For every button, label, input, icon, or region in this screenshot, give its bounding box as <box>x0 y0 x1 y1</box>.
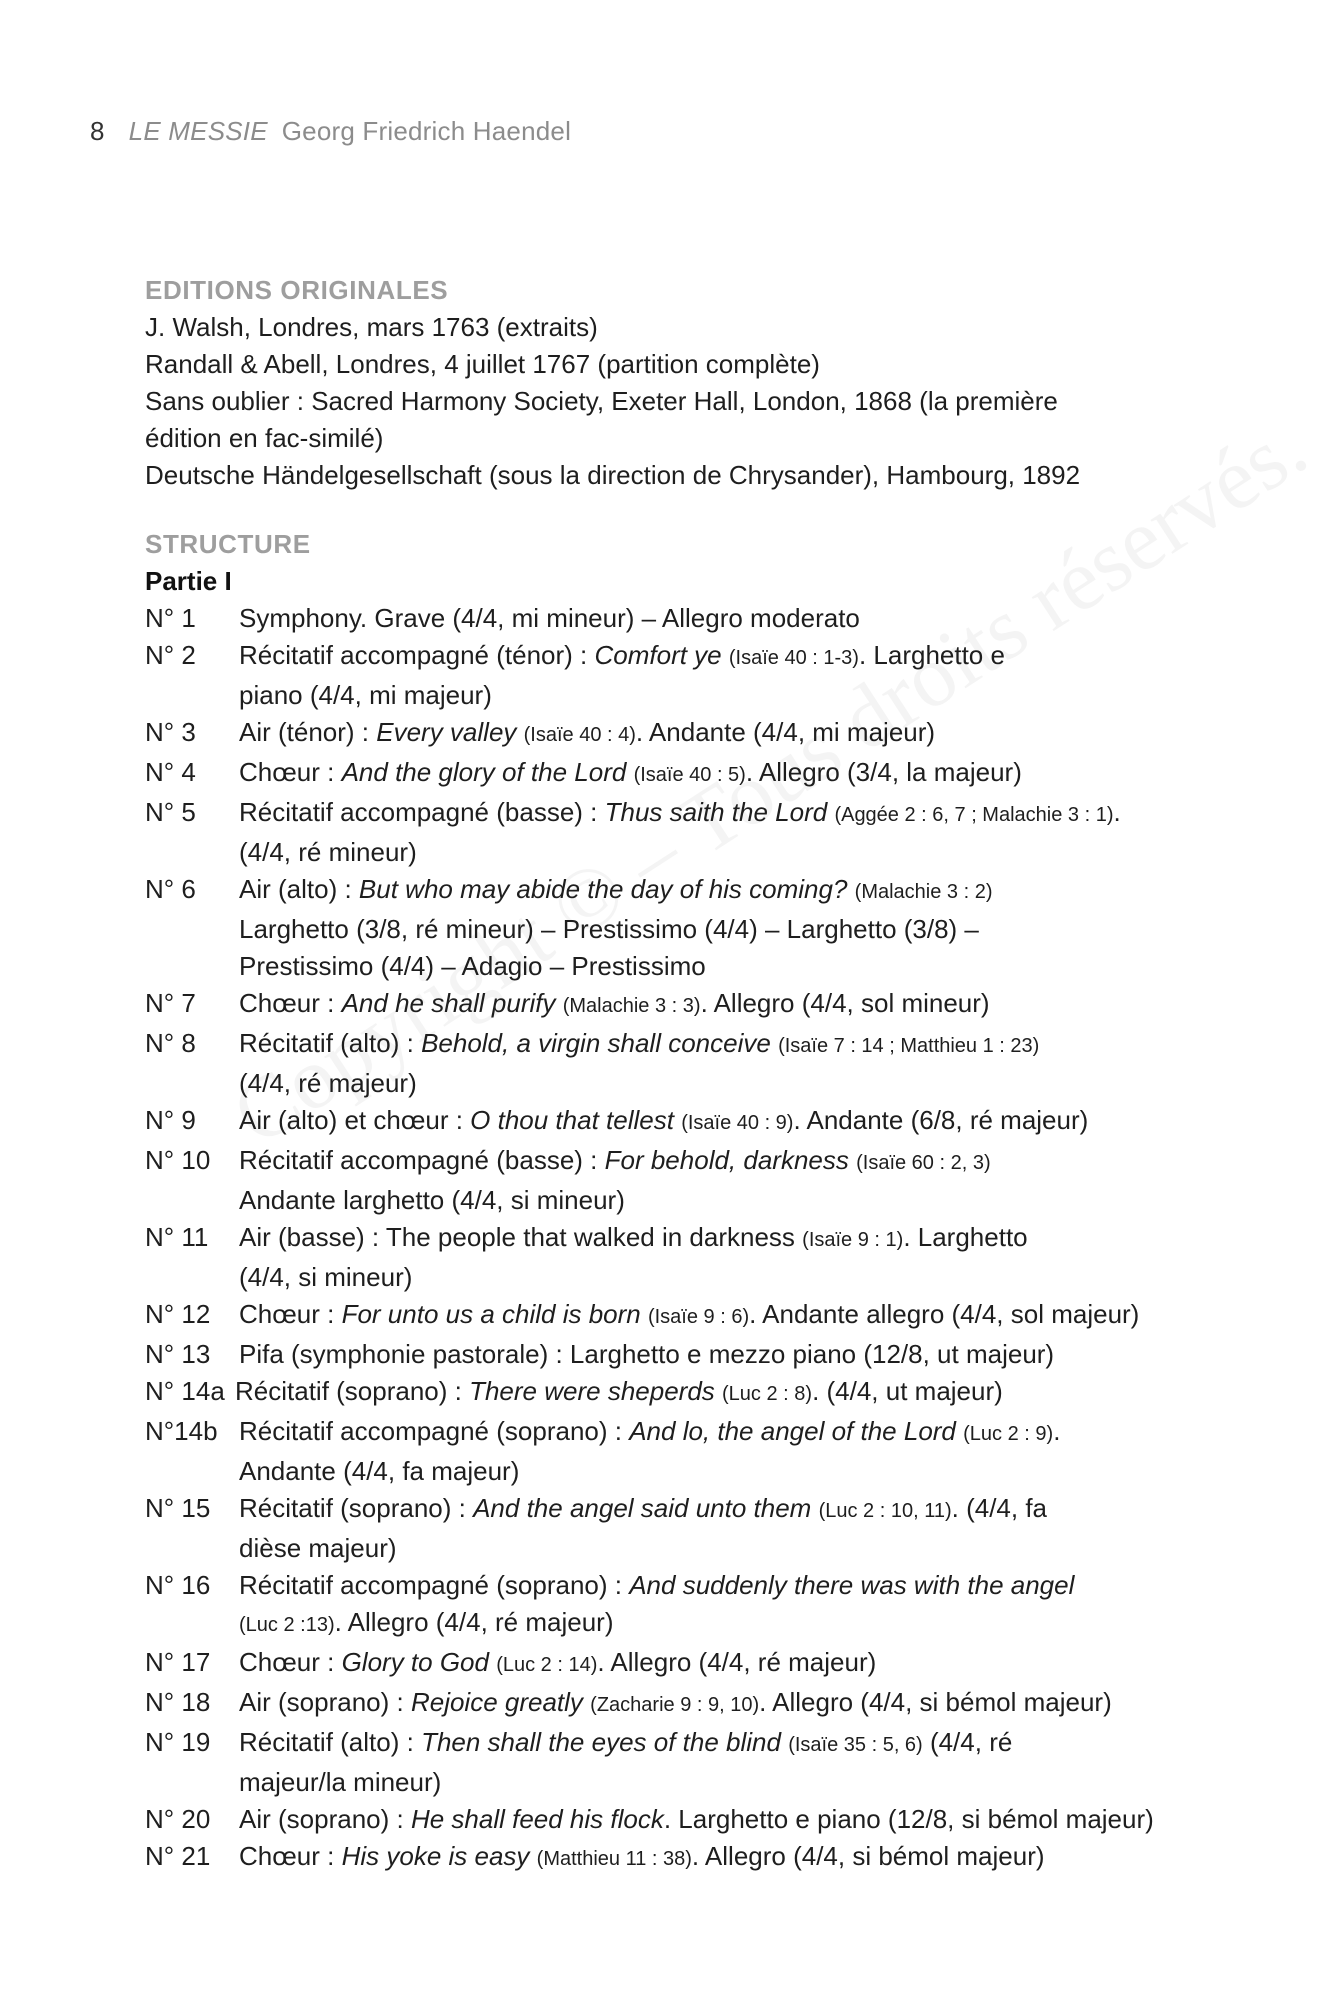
structure-entry <box>145 714 1235 754</box>
scripture-reference: (Isaïe 60 : 2, 3) <box>856 1152 991 1174</box>
entry-number: N° 14a <box>145 1376 225 1406</box>
entry-description <box>239 1336 1235 1373</box>
work-title-text: And the angel said unto them <box>473 1493 812 1523</box>
structure-entry <box>145 1644 1235 1684</box>
entry-text: piano (4/4, mi majeur) <box>239 680 492 710</box>
entry-description <box>239 714 1235 754</box>
structure-entry <box>145 1490 1235 1567</box>
structure-entry <box>145 1296 1235 1336</box>
entry-text: Récitatif (alto) : <box>239 1028 422 1058</box>
entry-number: N° 17 <box>145 1647 211 1677</box>
scripture-reference: (Isaïe 9 : 1) <box>802 1229 904 1251</box>
entry-text: Symphony. Grave (4/4, mi mineur) – Allegro moderato <box>239 603 860 633</box>
entry-description <box>239 1838 1235 1878</box>
entry-line <box>239 871 1235 911</box>
work-title-text: O thou that tellest <box>470 1105 674 1135</box>
structure-entry <box>145 1684 1235 1724</box>
entry-number: N° 9 <box>145 1105 196 1135</box>
structure-entry <box>145 1102 1235 1142</box>
entry-line <box>239 754 1235 794</box>
entry-text <box>811 1493 818 1523</box>
editions-list <box>145 309 1235 494</box>
entry-description <box>239 1142 1235 1219</box>
entry-text <box>847 874 854 904</box>
entry-description <box>239 794 1235 871</box>
entry-number: N° 1 <box>145 603 196 633</box>
editions-line: J. Walsh, Londres, mars 1763 (extraits) <box>145 312 598 342</box>
entry-text: Chœur : <box>239 1841 342 1871</box>
work-title-text: And the glory of the Lord <box>341 757 627 787</box>
scripture-reference: (Isaïe 35 : 5, 6) <box>788 1734 923 1756</box>
entry-text: . (4/4, ut majeur) <box>812 1376 1003 1406</box>
entry-line <box>239 1219 1235 1259</box>
work-title-text: But who may abide the day of his coming? <box>358 874 848 904</box>
entry-text: Andante (4/4, fa majeur) <box>239 1456 520 1486</box>
work-title-text: His yoke is easy <box>341 1841 530 1871</box>
entry-text: (4/4, ré majeur) <box>239 1068 417 1098</box>
work-title-text: Thus saith the Lord <box>604 797 828 827</box>
entry-description <box>239 1102 1235 1142</box>
entry-text: Récitatif accompagné (soprano) : <box>239 1416 630 1446</box>
entry-text: Récitatif accompagné (soprano) : <box>239 1570 630 1600</box>
entry-text: Air (basse) : The people that walked in darkness <box>239 1222 803 1252</box>
entry-line <box>239 1413 1235 1453</box>
entry-text: . Andante (4/4, mi majeur) <box>635 717 936 747</box>
entry-line <box>239 600 1235 637</box>
structure-entry <box>145 1373 1235 1413</box>
entry-text: . (4/4, fa <box>951 1493 1048 1523</box>
editions-line: édition en fac-similé) <box>145 423 384 453</box>
entry-line <box>239 794 1235 834</box>
structure-entry <box>145 871 1235 985</box>
scripture-reference: (Malachie 3 : 2) <box>854 881 993 903</box>
structure-entry <box>145 1801 1235 1838</box>
running-head <box>90 116 571 147</box>
entry-text: Air (alto) et chœur : <box>239 1105 471 1135</box>
work-title-text: There were sheperds <box>469 1376 715 1406</box>
entry-text: Récitatif (soprano) : <box>235 1376 470 1406</box>
entry-line <box>239 1684 1235 1724</box>
work-title-text: Every valley <box>376 717 517 747</box>
entry-number: N° 13 <box>145 1339 211 1369</box>
entry-text: Récitatif accompagné (basse) : <box>239 1145 605 1175</box>
structure-entry <box>145 1413 1235 1490</box>
entry-number: N° 5 <box>145 797 196 827</box>
entry-line <box>239 1490 1235 1530</box>
structure-entry <box>145 1025 1235 1102</box>
entry-text: . Andante allegro (4/4, sol majeur) <box>749 1299 1140 1329</box>
entry-text: (4/4, ré <box>922 1727 1013 1757</box>
entry-line <box>239 948 1235 985</box>
entry-number: N° 16 <box>145 1570 211 1600</box>
entry-text: Récitatif (alto) : <box>239 1727 422 1757</box>
entry-text: . Larghetto e <box>858 640 1005 670</box>
work-title-text: Comfort ye <box>594 640 722 670</box>
structure-entry <box>145 794 1235 871</box>
entry-number: N° 11 <box>145 1222 209 1252</box>
structure-entry <box>145 637 1235 714</box>
entry-line <box>239 1764 1235 1801</box>
entry-description <box>239 1567 1235 1644</box>
entry-text: . Larghetto e piano (12/8, si bémol majeur) <box>663 1804 1154 1834</box>
entry-text: . Allegro (4/4, ré majeur) <box>334 1607 614 1637</box>
entry-line <box>239 1142 1235 1182</box>
entry-line <box>239 1102 1235 1142</box>
entry-description <box>239 985 1235 1025</box>
entry-text <box>516 717 523 747</box>
scripture-reference: (Isaïe 40 : 4) <box>523 724 636 746</box>
entry-description <box>239 1296 1235 1336</box>
entry-line <box>239 1296 1235 1336</box>
entry-line <box>239 1182 1235 1219</box>
work-title-text: And suddenly there was with the angel <box>629 1570 1075 1600</box>
entry-number: N° 3 <box>145 717 196 747</box>
entry-line <box>239 1801 1235 1838</box>
editions-line: Randall & Abell, Londres, 4 juillet 1767 (partition complète) <box>145 349 820 379</box>
entry-description <box>239 871 1235 985</box>
entry-text: . Allegro (3/4, la majeur) <box>745 757 1022 787</box>
scripture-reference: (Matthieu 11 : 38) <box>536 1848 692 1870</box>
scripture-reference: (Luc 2 : 14) <box>496 1654 598 1676</box>
entry-number: N° 2 <box>145 640 196 670</box>
entry-line <box>239 1025 1235 1065</box>
entry-text <box>641 1299 648 1329</box>
structure-heading: STRUCTURE <box>145 529 311 559</box>
entry-text <box>529 1841 536 1871</box>
entry-number: N° 18 <box>145 1687 211 1717</box>
entry-description <box>239 1801 1235 1838</box>
work-title-text: For unto us a child is born <box>341 1299 641 1329</box>
entry-line <box>239 1453 1235 1490</box>
entry-text: Air (ténor) : <box>239 717 377 747</box>
structure-entry <box>145 1219 1235 1296</box>
work-title-text: For behold, darkness <box>604 1145 849 1175</box>
entry-text: Pifa (symphonie pastorale) : Larghetto e mezzo piano (12/8, ut majeur) <box>239 1339 1055 1369</box>
entry-line <box>239 834 1235 871</box>
entry-description <box>239 600 1235 637</box>
entry-text: Chœur : <box>239 757 342 787</box>
scripture-reference: (Luc 2 : 10, 11) <box>818 1500 952 1522</box>
entry-text <box>715 1376 722 1406</box>
entry-text: Chœur : <box>239 1647 342 1677</box>
entry-text: . Allegro (4/4, si bémol majeur) <box>691 1841 1045 1871</box>
entry-line <box>239 1644 1235 1684</box>
entry-text: majeur/la mineur) <box>239 1767 442 1797</box>
entry-number: N° 12 <box>145 1299 211 1329</box>
entry-number: N° 8 <box>145 1028 196 1058</box>
entry-number: N°14b <box>145 1416 218 1446</box>
entry-text: . <box>1053 1416 1061 1446</box>
entry-line <box>239 1604 1235 1644</box>
entry-text: . Allegro (4/4, ré majeur) <box>597 1647 877 1677</box>
entry-text: Récitatif accompagné (ténor) : <box>239 640 595 670</box>
structure-entry <box>145 1142 1235 1219</box>
structure-entry <box>145 1336 1235 1373</box>
entry-text <box>626 757 633 787</box>
entry-text: Prestissimo (4/4) – Adagio – Prestissimo <box>239 951 706 981</box>
entry-line <box>239 1838 1235 1878</box>
structure-entry <box>145 1838 1235 1878</box>
entry-description <box>239 1219 1235 1296</box>
entry-description <box>239 1413 1235 1490</box>
entry-text: . Allegro (4/4, si bémol majeur) <box>759 1687 1112 1717</box>
entry-description <box>239 1644 1235 1684</box>
entry-line <box>239 985 1235 1025</box>
entry-description <box>239 1025 1235 1102</box>
entry-line <box>239 1336 1235 1373</box>
scripture-reference: (Isaïe 40 : 1-3) <box>728 647 859 669</box>
entry-text <box>771 1028 778 1058</box>
entry-number: N° 7 <box>145 988 196 1018</box>
entry-number: N° 4 <box>145 757 196 787</box>
scripture-reference: (Isaïe 9 : 6) <box>647 1306 750 1328</box>
work-title-text: Rejoice greatly <box>410 1687 583 1717</box>
part-title: Partie I <box>145 566 232 596</box>
scripture-reference: (Aggée 2 : 6, 7 ; Malachie 3 : 1) <box>834 804 1114 826</box>
entry-description <box>239 1684 1235 1724</box>
page-number: 8 <box>90 116 105 146</box>
entry-line <box>235 1373 1235 1413</box>
book-title: LE MESSIE <box>128 116 268 146</box>
entry-line <box>239 637 1235 677</box>
entry-line <box>239 714 1235 754</box>
work-title-text: He shall feed his flock <box>410 1804 664 1834</box>
scripture-reference: (Luc 2 : 8) <box>722 1383 813 1405</box>
scripture-reference: (Luc 2 :13) <box>239 1614 335 1636</box>
entry-line <box>239 1567 1235 1604</box>
entry-number: N° 19 <box>145 1727 211 1757</box>
entry-number: N° 20 <box>145 1804 211 1834</box>
entry-text: (4/4, si mineur) <box>239 1262 413 1292</box>
entry-text: (4/4, ré mineur) <box>239 837 417 867</box>
structure-entry <box>145 1567 1235 1644</box>
entry-line <box>239 911 1235 948</box>
structure-list <box>145 600 1235 1878</box>
entry-text: Air (soprano) : <box>239 1687 411 1717</box>
entry-text: Récitatif accompagné (basse) : <box>239 797 605 827</box>
scripture-reference: (Luc 2 : 9) <box>963 1423 1054 1445</box>
entry-line <box>239 1259 1235 1296</box>
editions-line: Sans oublier : Sacred Harmony Society, Exeter Hall, London, 1868 (la première <box>145 386 1058 416</box>
scripture-reference: (Isaïe 7 : 14 ; Matthieu 1 : 23) <box>778 1035 1040 1057</box>
entry-line <box>239 677 1235 714</box>
work-title-text: And he shall purify <box>341 988 556 1018</box>
work-title-text: Behold, a virgin shall conceive <box>421 1028 771 1058</box>
structure-entry <box>145 600 1235 637</box>
entry-text: dièse majeur) <box>239 1533 397 1563</box>
entry-text: Air (soprano) : <box>239 1804 411 1834</box>
editions-heading: EDITIONS ORIGINALES <box>145 275 449 305</box>
entry-number: N° 10 <box>145 1145 211 1175</box>
entry-number: N° 21 <box>145 1841 211 1871</box>
entry-text: Chœur : <box>239 988 342 1018</box>
entry-description <box>235 1373 1235 1413</box>
scripture-reference: (Isaïe 40 : 9) <box>681 1112 794 1134</box>
entry-number: N° 15 <box>145 1493 211 1523</box>
work-title-text: Glory to God <box>341 1647 489 1677</box>
entry-text: . Allegro (4/4, sol mineur) <box>700 988 990 1018</box>
scripture-reference: (Malachie 3 : 3) <box>562 995 701 1017</box>
structure-entry <box>145 754 1235 794</box>
entry-description <box>239 754 1235 794</box>
entry-text: Air (alto) : <box>239 874 359 904</box>
entry-text: . Andante (6/8, ré majeur) <box>793 1105 1089 1135</box>
structure-entry <box>145 1724 1235 1801</box>
entry-text: Larghetto (3/8, ré mineur) – Prestissimo (4/4) – Larghetto (3/8) – <box>239 914 979 944</box>
entry-text: . <box>1113 797 1121 827</box>
entry-description <box>239 637 1235 714</box>
editions-line: Deutsche Händelgesellschaft (sous la direction de Chrysander), Hambourg, 1892 <box>145 460 1081 490</box>
entry-text: Andante larghetto (4/4, si mineur) <box>239 1185 625 1215</box>
entry-text: Récitatif (soprano) : <box>239 1493 474 1523</box>
entry-description <box>239 1490 1235 1567</box>
entry-text <box>555 988 562 1018</box>
work-title-text: And lo, the angel of the Lord <box>629 1416 956 1446</box>
entry-line <box>239 1065 1235 1102</box>
work-title-text: Then shall the eyes of the blind <box>421 1727 781 1757</box>
entry-text: Chœur : <box>239 1299 342 1329</box>
structure-entry <box>145 985 1235 1025</box>
scripture-reference: (Zacharie 9 : 9, 10) <box>590 1694 760 1716</box>
entry-description <box>239 1724 1235 1801</box>
scripture-reference: (Isaïe 40 : 5) <box>633 764 746 786</box>
entry-number: N° 6 <box>145 874 196 904</box>
entry-text <box>722 640 729 670</box>
body-text <box>145 272 1235 1878</box>
entry-line <box>239 1530 1235 1567</box>
entry-text: . Larghetto <box>903 1222 1028 1252</box>
author-name: Georg Friedrich Haendel <box>281 116 572 146</box>
entry-line <box>239 1724 1235 1764</box>
